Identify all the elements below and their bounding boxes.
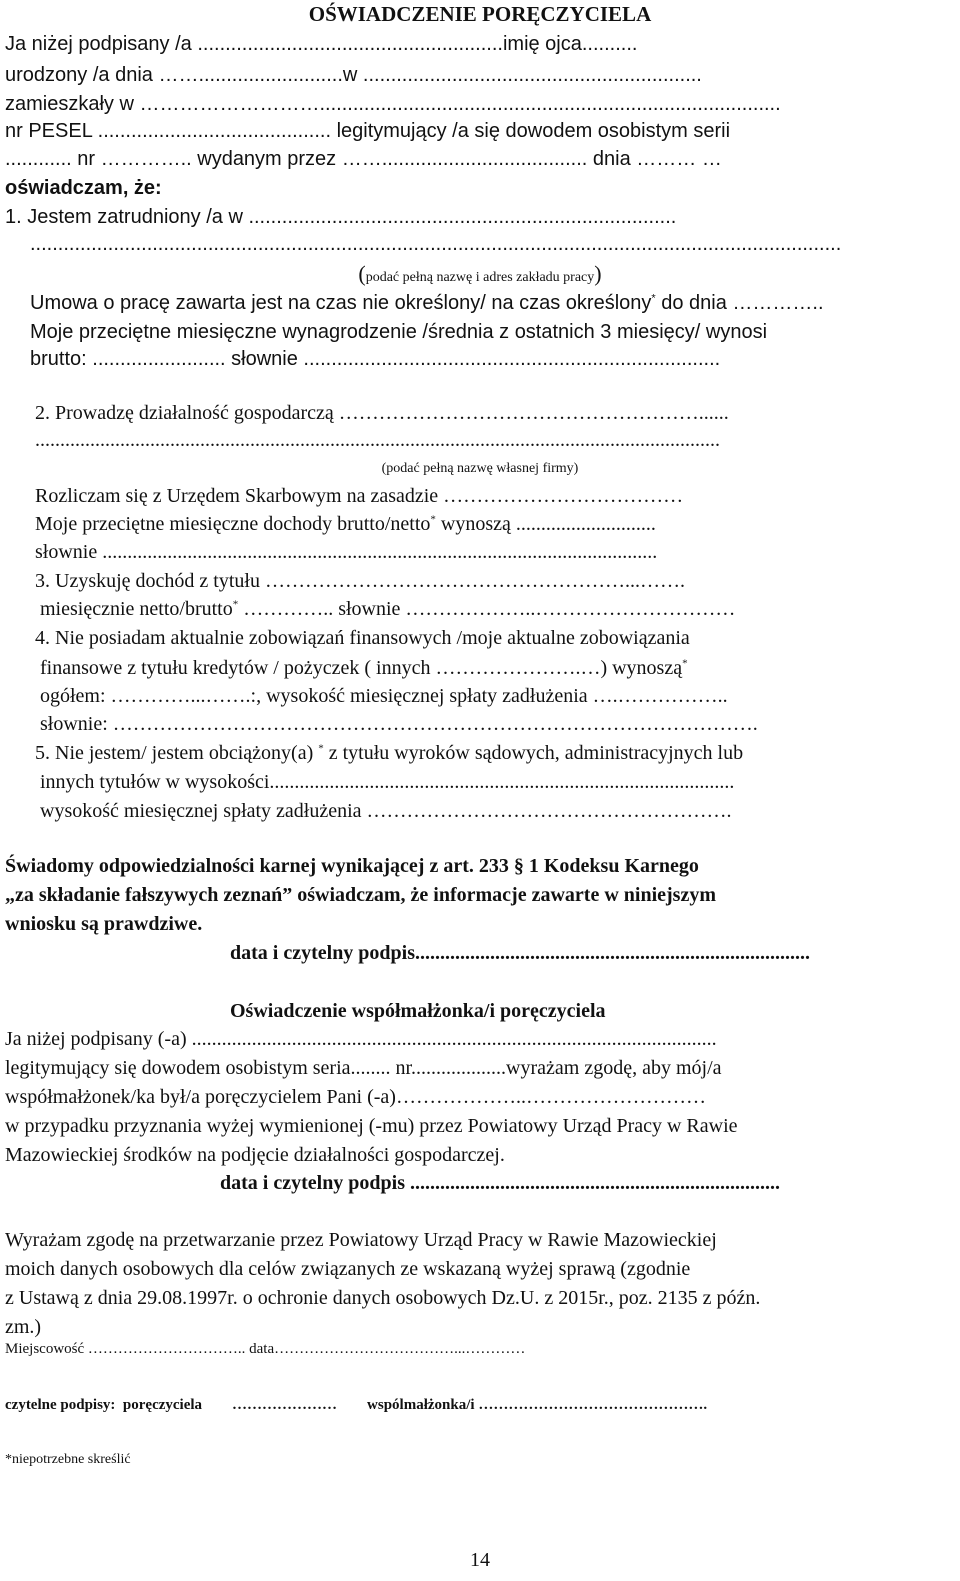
judgments-line-1: 5. Nie jestem/ jestem obciążony(a) * z tytułu wyroków sądowych, administracyjnych lub xyxy=(35,742,744,764)
liability-line-1: Świadomy odpowiedzialności karnej wynikającej z art. 233 § 1 Kodeksu Karnego xyxy=(5,855,699,877)
employment-line: 1. Jestem zatrudniony /a w ............................................................................. xyxy=(5,206,677,228)
signatures-label: czytelne podpisy: xyxy=(5,1397,116,1413)
declaration-intro: oświadczam, że: xyxy=(5,177,162,199)
business-income-line: Moje przeciętne miesięczne dochody brutto/netto* wynoszą ............................ xyxy=(35,513,656,535)
footnote: *niepotrzebne skreślić xyxy=(5,1452,131,1467)
consent-line-1: Wyrażam zgodę na przetwarzanie przez Powiatowy Urząd Pracy w Rawie Mazowieckiej xyxy=(5,1229,717,1251)
income-source-line: 3. Uzyskuję dochód z tytułu ………………………………………………...……. xyxy=(35,570,685,592)
spouse-line-3: współmałżonek/ka był/a poręczycielem Pani (-a)………………..……………………… xyxy=(5,1086,706,1108)
tax-line: Rozliczam się z Urzędem Skarbowym na zasadzie ……………………………… xyxy=(35,485,684,507)
page-number: 14 xyxy=(470,1549,490,1571)
employment-dots-line: .................................................................................................................................................. xyxy=(30,233,842,255)
liability-signature: data i czytelny podpis............................................................................... xyxy=(230,942,811,964)
header-line-5: ............ nr ………….. wydanym przez ……..................................... dnia ……… … xyxy=(5,148,722,170)
employer-hint: (podać pełną nazwę i adres zakładu pracy) xyxy=(358,262,602,286)
obligations-line-1: 4. Nie posiadam aktualnie zobowiązań finansowych /moje aktualne zobowiązania xyxy=(35,627,690,649)
spouse-line-1: Ja niżej podpisany (-a) ......................................................................................................... xyxy=(5,1028,717,1050)
guarantor-signature-line: ………………… xyxy=(232,1397,338,1413)
judgments-line-2: innych tytułów w wysokości............................................................................................. xyxy=(40,771,735,793)
income-line-1: Moje przeciętne miesięczne wynagrodzenie /średnia z ostatnich 3 miesięcy/ wynosi xyxy=(30,321,768,343)
obligations-line-3: ogółem: …………...…….:, wysokość miesięcznej spłaty zadłużenia ….…………….. xyxy=(40,685,728,707)
header-line-4: nr PESEL .......................................... legitymujący /a się dowodem osobistym serii xyxy=(5,120,731,142)
business-hint: (podać pełną nazwę własnej firmy) xyxy=(381,461,579,476)
spouse-line-4: w przypadku przyznania wyżej wymienionej (-mu) przez Powiatowy Urząd Pracy w Rawie xyxy=(5,1115,738,1137)
spouse-signature: data i czytelny podpis .......................................................................... xyxy=(220,1172,781,1194)
monthly-income-line: miesięcznie netto/brutto* ………….. słownie ………………..………………………… xyxy=(40,598,736,620)
document-title: OŚWIADCZENIE PORĘCZYCIELA xyxy=(308,2,652,26)
header-line-2: urodzony /a dnia ……..........................w ............................................................. xyxy=(5,64,702,86)
consent-line-3: z Ustawą z dnia 29.08.1997r. o ochronie danych osobowych Dz.U. z 2015r., poz. 2135 z późn. xyxy=(5,1287,761,1309)
obligations-line-4: słownie: ……………………………………………………………………………………. xyxy=(40,713,758,735)
spouse-label: wspólmałżonka/i xyxy=(367,1397,475,1413)
guarantor-label: poręczyciela xyxy=(122,1397,203,1413)
spouse-line-5: Mazowieckiej środków na podjęcie działalności gospodarczej. xyxy=(5,1144,505,1166)
header-line-3: zamieszkały w ………………………................................................................................... xyxy=(5,93,781,115)
consent-line-2: moich danych osobowych dla celów związanych ze wskazaną wyżej sprawą (zgodnie xyxy=(5,1258,691,1280)
consent-line-4: zm.) xyxy=(5,1316,42,1338)
spouse-line-2: legitymujący się dowodem osobistym seria........ nr...................wyrażam zgodę, aby mój/a xyxy=(5,1057,722,1079)
judgments-line-3: wysokość miesięcznej spłaty zadłużenia ………………………………………………. xyxy=(40,800,732,822)
place-date-line: Miejscowość ………………………….. data………………………………...………… xyxy=(5,1341,526,1357)
business-line: 2. Prowadzę działalność gospodarczą ………………………………………………...... xyxy=(35,402,729,424)
liability-line-2: „za składanie fałszywych zeznań” oświadczam, że informacje zawarte w niniejszym xyxy=(5,884,716,906)
obligations-line-2: finansowe z tytułu kredytów / pożyczek ( innych ………………….…) wynoszą* xyxy=(40,657,688,679)
spouse-title: Oświadczenie współmałżonka/i poręczyciela xyxy=(230,1000,606,1022)
contract-line: Umowa o pracę zawarta jest na czas nie określony/ na czas określony* do dnia ………….. xyxy=(30,292,824,314)
signatures-line xyxy=(5,1395,951,1415)
liability-line-3: wniosku są prawdziwe. xyxy=(5,913,203,935)
header-line-1: Ja niżej podpisany /a .......................................................imię ojca.......... xyxy=(5,33,638,55)
business-dots-line: ......................................................................................................................................... xyxy=(35,429,720,451)
income-line-2: brutto: ........................ słownie ........................................................................... xyxy=(30,348,721,370)
spouse-signature-line: ………………………………………. xyxy=(478,1397,708,1413)
business-words-line: słownie ............................................................................................................... xyxy=(35,541,658,563)
